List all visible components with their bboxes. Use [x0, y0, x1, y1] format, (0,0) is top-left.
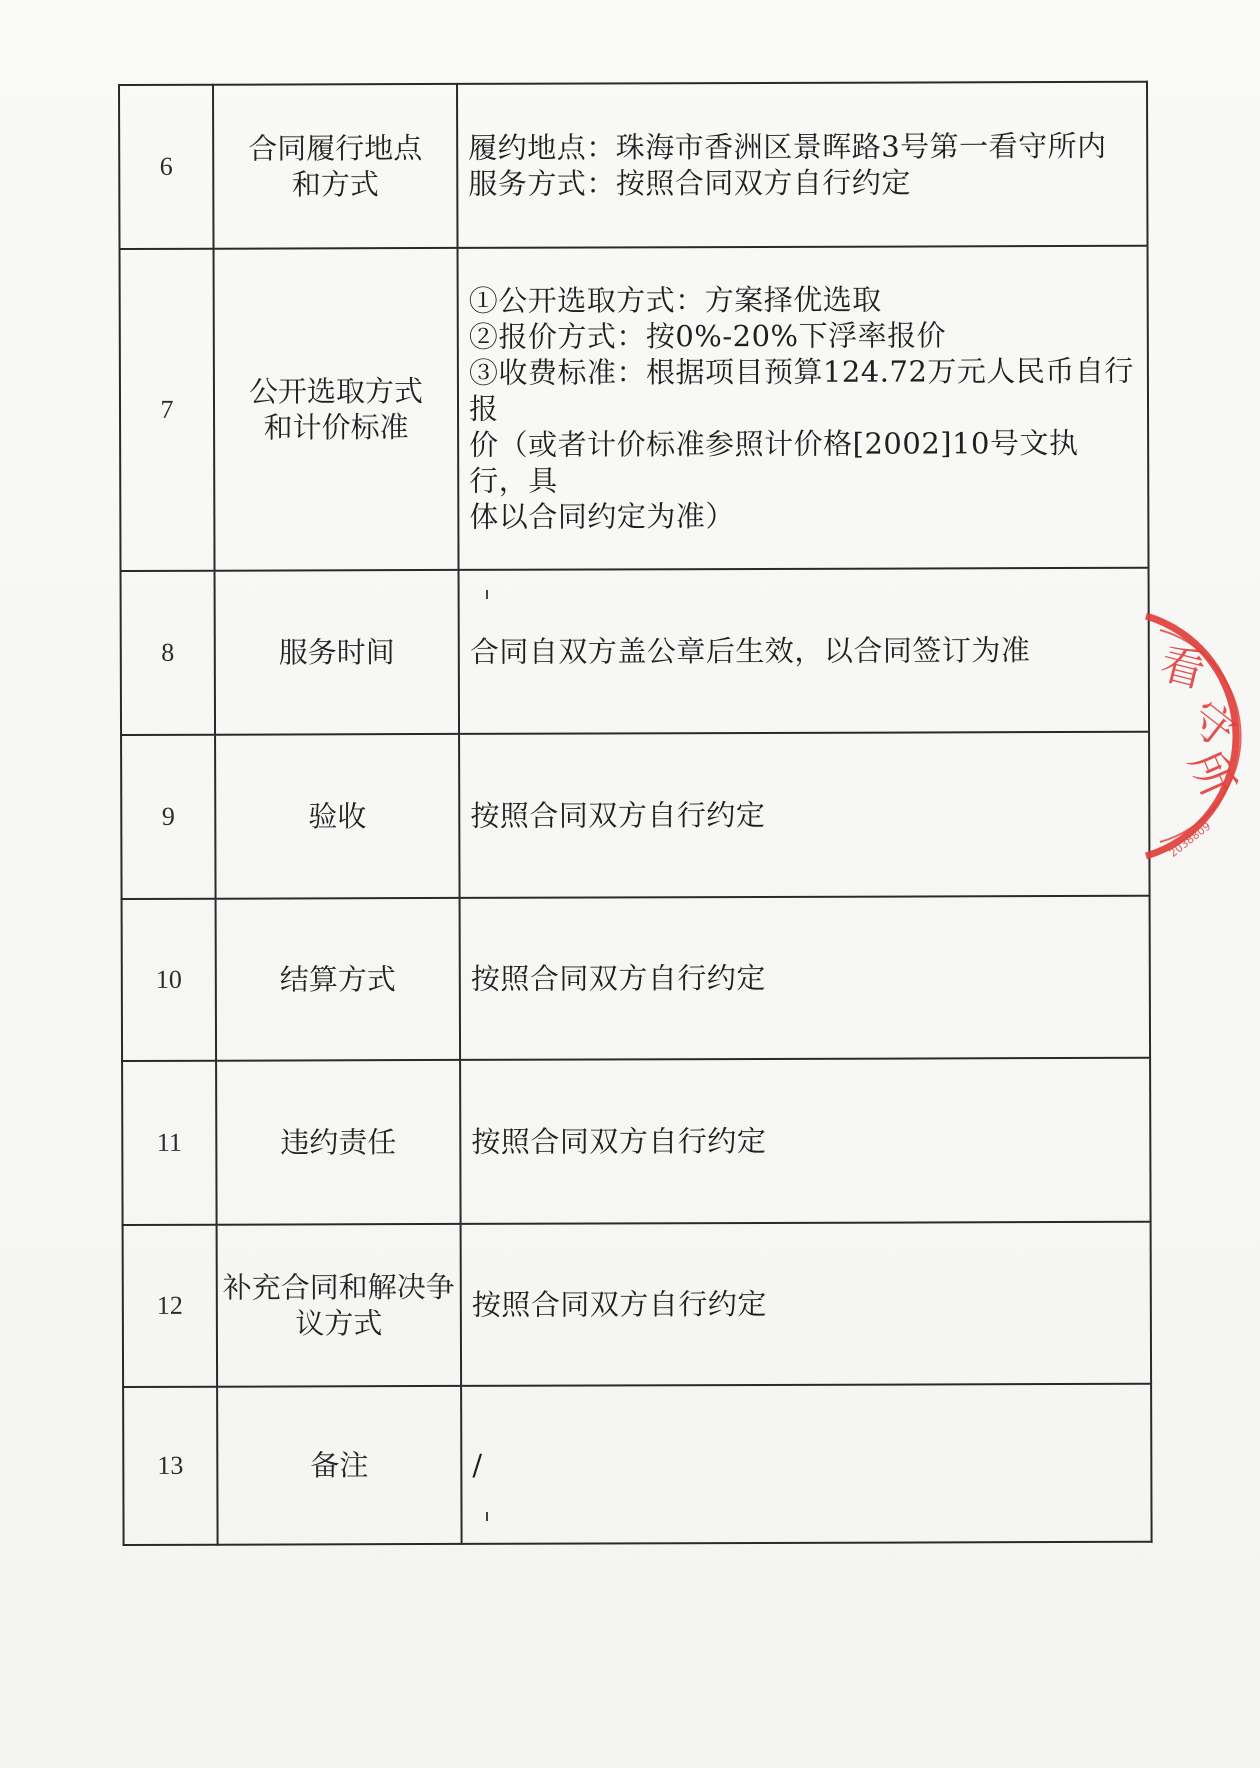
- seal-code: 2038809: [1166, 819, 1214, 860]
- content-line: 按照合同双方自行约定: [470, 960, 766, 996]
- row-content: [459, 568, 1150, 734]
- table-row: [123, 1222, 1152, 1387]
- contract-terms-table: [118, 81, 1153, 1546]
- row-item: [217, 1386, 461, 1545]
- row-number: 12: [123, 1225, 218, 1387]
- item-line: 备注: [310, 1448, 369, 1483]
- row-content: [459, 732, 1150, 898]
- item-line: 合同履行地点: [248, 131, 423, 166]
- row-content: [460, 1058, 1151, 1224]
- table-row: [122, 1058, 1151, 1225]
- row-number: 7: [120, 249, 215, 571]
- row-number: 8: [121, 571, 216, 735]
- row-item: [214, 248, 459, 571]
- row-number: 11: [122, 1061, 217, 1225]
- table-row: [120, 246, 1149, 571]
- item-line: 服务时间: [278, 635, 395, 670]
- row-number: 10: [122, 899, 217, 1061]
- content-line: 按照合同双方自行约定: [470, 797, 766, 833]
- table-row: [122, 896, 1151, 1061]
- content-line: ②报价方式：按0%-20%下浮率报价: [468, 318, 947, 354]
- row-content: [458, 246, 1149, 570]
- scan-mark: [486, 590, 488, 599]
- content-line: 履约地点：珠海市香洲区景晖路3号第一看守所内: [468, 128, 1107, 165]
- content-line: 合同自双方盖公章后生效，以合同签订为准: [469, 633, 1031, 669]
- row-number: 9: [121, 735, 216, 899]
- row-item: [217, 1224, 462, 1387]
- row-content: [460, 896, 1151, 1060]
- table-row: [119, 82, 1148, 249]
- content-line: 价（或者计价标准参照计价格[2002]10号文执行，具: [469, 425, 1079, 498]
- content-line: /: [472, 1447, 483, 1482]
- row-number: 13: [123, 1387, 217, 1545]
- seal-char-shou: 守: [1179, 691, 1246, 759]
- content-line: ③收费标准：根据项目预算124.72万元人民币自行报: [468, 353, 1134, 426]
- row-number: 6: [119, 85, 214, 249]
- row-item: [213, 84, 458, 249]
- row-item: [216, 898, 461, 1061]
- item-line: 验收: [308, 799, 367, 834]
- content-line: 体以合同约定为准）: [469, 499, 735, 534]
- table-row: [123, 1384, 1151, 1545]
- content-line: 按照合同双方自行约定: [471, 1123, 767, 1159]
- row-content: [461, 1222, 1152, 1386]
- scan-mark: [486, 1512, 488, 1521]
- seal-char-kan: 看: [1155, 637, 1211, 699]
- row-item: [215, 734, 460, 899]
- seal-char-suo: 所: [1179, 743, 1244, 805]
- item-line: 和方式: [291, 167, 379, 202]
- item-line: 公开选取方式: [248, 374, 424, 409]
- item-line: 补充合同和解决争: [222, 1269, 455, 1305]
- item-line: 结算方式: [279, 962, 396, 997]
- content-line: 服务方式：按照合同双方自行约定: [468, 165, 911, 201]
- row-content: [461, 1384, 1151, 1544]
- item-line: 违约责任: [280, 1125, 397, 1160]
- item-line: 和计价标准: [263, 410, 409, 445]
- table-row: [121, 568, 1150, 735]
- row-item: [216, 1060, 461, 1225]
- content-line: 按照合同双方自行约定: [471, 1286, 767, 1322]
- row-item: [215, 570, 460, 735]
- table-row: [121, 732, 1150, 899]
- row-content: [457, 82, 1148, 248]
- item-line: 议方式: [295, 1306, 383, 1341]
- content-line: ①公开选取方式：方案择优选取: [468, 282, 882, 318]
